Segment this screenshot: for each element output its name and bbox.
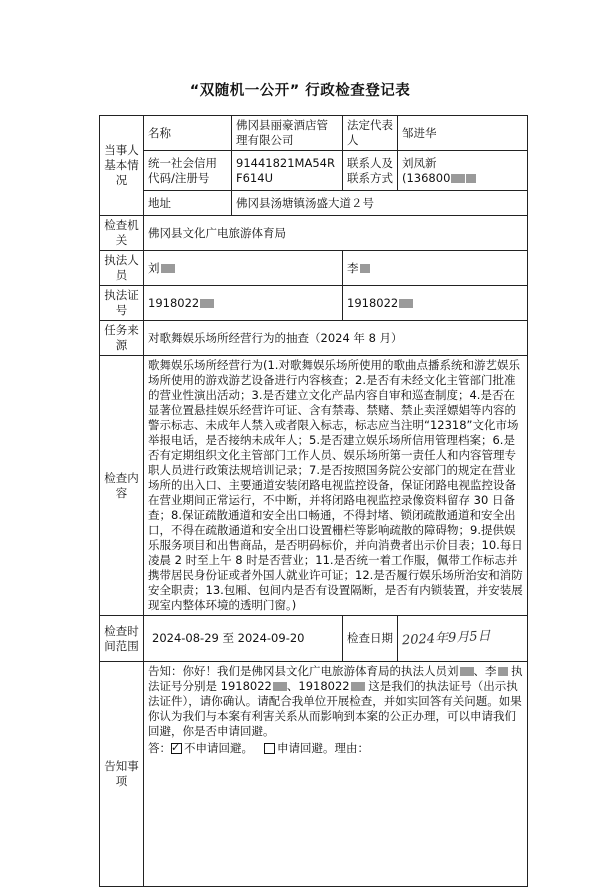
officers-label: 执法人员 bbox=[100, 251, 144, 286]
redacted-block bbox=[273, 682, 287, 691]
recusal-checkbox[interactable] bbox=[264, 743, 275, 754]
party-section-label: 当事人基本情况 bbox=[100, 116, 144, 216]
recusal-label: 申请回避。理由： bbox=[276, 741, 369, 755]
content-label: 检查内容 bbox=[100, 356, 144, 616]
cert-1: 1918022 bbox=[144, 286, 343, 321]
redacted-block bbox=[451, 174, 465, 183]
address: 佛冈县汤塘镇汤盛大道２号 bbox=[232, 191, 528, 216]
address-label: 地址 bbox=[144, 191, 232, 216]
date-label: 检查日期 bbox=[343, 616, 398, 662]
redacted-block bbox=[351, 682, 365, 691]
company-name: 佛冈县丽豪酒店管理有限公司 bbox=[232, 116, 343, 151]
inspection-content: 歌舞娱乐场所经营行为(1.对歌舞娱乐场所使用的歌曲点播系统和游艺娱乐场所使用的游戏游艺设备进行内容核查；2.是否有未经文化主管部门批准的营业性演出活动；3.是否建立文化产品内容自审和巡查制度；4.是否在显著位置悬挂娱乐经营许可证、含有禁毒、禁赌、禁止卖淫嫖娼等内容的警示标志、未成年人禁入或者限入标志，标志应当注明“12318”文化市场举报电话，是否接纳未成年人；5.是否建立娱乐场所信用管理档案；6.是否有定期组织文化主管部门工作人员、娱乐场所第一责任人和内容管理专职人员进行政策法规培训记录；7.是否按照国务院公安部门的规定在营业场所的出入口、主要通道安装闭路电视监控设备，保证闭路电视监控设备在营业期间正常运行，不中断，并将闭路电视监控录像资料留存 30 日备查；8.保证疏散通道和安全出口畅通，不得封堵、锁闭疏散通道和安全出口，不得在疏散通道和安全出口设置栅栏等影响疏散的障碍物；9.提供娱乐服务项目和出售商品，是否明码标价，并向消费者出示价目表；10.每日凌晨 2 时至上午 8 时是否营业；11.是否统一着工作服，佩带工作标志并携带居民身份证或者外国人就业许可证；12.是否履行娱乐场所治安和消防安全职责；13.包厢、包间内是否有设置隔断，是否有内锁装置，并安装展现室内整体环境的透明门窗。) bbox=[144, 356, 528, 616]
task-source: 对歌舞娱乐场所经营行为的抽查（2024 年 8 月） bbox=[144, 321, 528, 356]
agency-name: 佛冈县文化广电旅游体育局 bbox=[144, 216, 528, 251]
credit-code: 91441821MA54RF614U bbox=[232, 151, 343, 191]
notice-label: 告知事项 bbox=[100, 662, 144, 887]
redacted-block bbox=[466, 174, 476, 183]
contact-label: 联系人及联系方式 bbox=[343, 151, 398, 191]
time-range: 2024-08-29 至 2024-09-20 bbox=[144, 616, 343, 662]
notice-content: 告知：你好！我们是佛冈县文化广电旅游体育局的执法人员刘 、李 执法证号分别是 1918022 、1918022 这是我们的执法证号（出示执法证件），请你确认。请配合我单位开展检查，并如实回答有关问题。如果你认为我们与本案有利害关系从而影响到本案的公正办理，可以申请我们回避，你是否申请回避。 答：✓ 不申请回避。 申请回避。理由： bbox=[144, 662, 528, 887]
contact-info bbox=[398, 151, 528, 191]
name-label: 名称 bbox=[144, 116, 232, 151]
inspection-form bbox=[99, 115, 528, 887]
task-label: 任务来源 bbox=[100, 321, 144, 356]
legal-rep-label: 法定代表人 bbox=[343, 116, 398, 151]
no-recusal-checkbox[interactable] bbox=[171, 743, 182, 754]
agency-label: 检查机关 bbox=[100, 216, 144, 251]
redacted-block bbox=[460, 667, 474, 676]
contact-name: 刘凤新 bbox=[402, 155, 437, 170]
answer-row: 答：✓ 不申请回避。 申请回避。理由： bbox=[148, 741, 523, 756]
cert-label: 执法证号 bbox=[100, 286, 144, 321]
redacted-block bbox=[161, 264, 175, 273]
page-title: “双随机一公开” 行政检查登记表 bbox=[189, 83, 411, 99]
redacted-block bbox=[498, 667, 508, 676]
inspection-date bbox=[398, 616, 528, 662]
time-range-label: 检查时间范围 bbox=[100, 616, 144, 662]
contact-phone-row bbox=[402, 171, 523, 186]
credit-code-label: 统一社会信用代码/注册号 bbox=[144, 151, 232, 191]
legal-rep-name: 邹进华 bbox=[398, 116, 528, 151]
redacted-block bbox=[200, 299, 214, 308]
no-recusal-label: 不申请回避。 bbox=[184, 741, 253, 755]
officer-2: 李 bbox=[343, 251, 528, 286]
redacted-block bbox=[360, 264, 370, 273]
cert-2: 1918022 bbox=[343, 286, 528, 321]
contact-phone: (136800 bbox=[402, 170, 451, 185]
handwritten-date: 2024年9月5日 bbox=[401, 628, 491, 649]
officer-1: 刘 bbox=[144, 251, 343, 286]
redacted-block bbox=[399, 299, 413, 308]
